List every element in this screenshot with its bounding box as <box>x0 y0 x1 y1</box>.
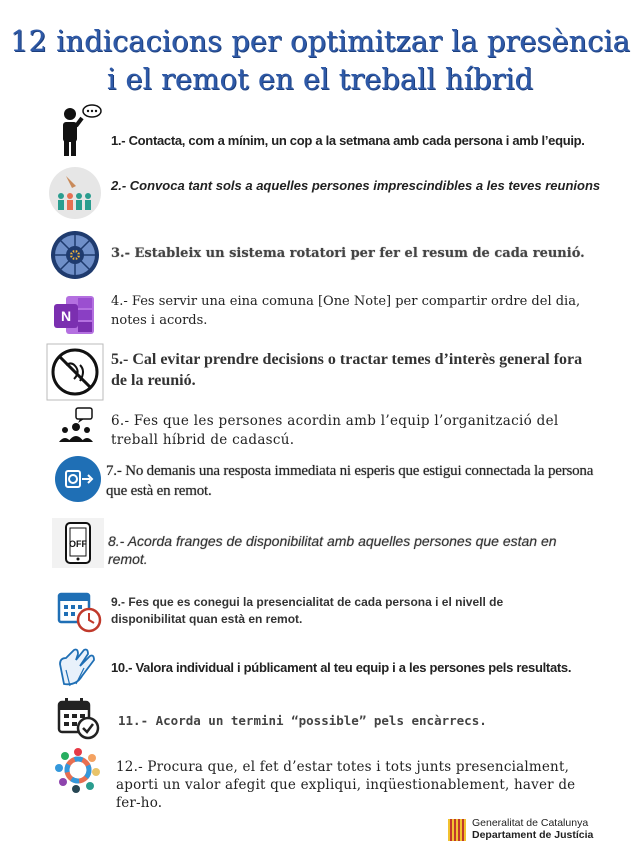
calendar-clock-icon <box>56 588 102 634</box>
onenote-icon <box>48 288 102 342</box>
item-text: 1.- Contacta, com a mínim, un cop a la setmana amb cada persona i amb l’equip. <box>111 133 585 148</box>
item-text: 5.- Cal evitar prendre decisions o tractar temes d’interès general fora de la reunió. <box>111 351 583 389</box>
phone-off-icon <box>52 518 104 568</box>
item-text: 11.- Acorda un termini “possible” pels encàrrecs. <box>118 713 487 728</box>
calendar-check-icon <box>56 696 100 740</box>
people-circle-icon <box>54 746 102 794</box>
item-text: 7.- No demanis una resposta immediata ni esperis que estigui connectada la persona que està en remot. <box>106 463 594 499</box>
footer-department: Departament de Justícia <box>472 829 594 841</box>
footer-org: Generalitat de Catalunya <box>472 817 589 829</box>
item-text: 10.- Valora individual i públicament al teu equip i a les persones pels resultats. <box>111 660 572 675</box>
no-whisper-icon <box>46 343 104 401</box>
item-text: 3.- Estableix un sistema rotatori per fer el resum de cada reunió. <box>111 246 585 261</box>
rotation-wheel-icon <box>48 228 102 282</box>
generalitat-logo-icon <box>448 819 466 841</box>
page-title <box>0 22 640 98</box>
group-select-icon <box>48 166 102 220</box>
footer-logo-block <box>448 817 618 843</box>
phone-off-label: OFF <box>69 539 87 549</box>
person-phone-icon <box>50 104 102 158</box>
item-text: 6.- Fes que les persones acordin amb l’equip l’organització del treball híbrid de cadascú. <box>111 413 559 448</box>
title-line-2: i el remot en el treball híbrid <box>106 62 534 96</box>
svg-text:N: N <box>60 308 72 324</box>
item-text: 9.- Fes que es conegui la presencialitat de cada persona i el nivell de disponibilitat quan està en remot. <box>111 595 504 626</box>
item-text: 8.- Acorda franges de disponibilitat amb aquelles persones que estan en remot. <box>108 533 557 567</box>
item-text: 4.- Fes servir una eina comuna [One Note] per compartir ordre del dia, notes i acords. <box>111 294 581 328</box>
team-chat-icon <box>56 406 96 446</box>
item-text: 2.- Convoca tant sols a aquelles persones imprescindibles a les teves reunions <box>111 178 601 193</box>
title-line-1: 12 indicacions per optimitzar la presència <box>10 24 630 58</box>
item-text: 12.- Procura que, el fet d’estar totes i tots junts presencialment, aporti un valor afegit que expliqui, inqüestionablement, haver de fer-ho. <box>116 759 576 811</box>
plug-connect-icon <box>54 455 102 503</box>
clapping-hands-icon <box>56 644 100 690</box>
